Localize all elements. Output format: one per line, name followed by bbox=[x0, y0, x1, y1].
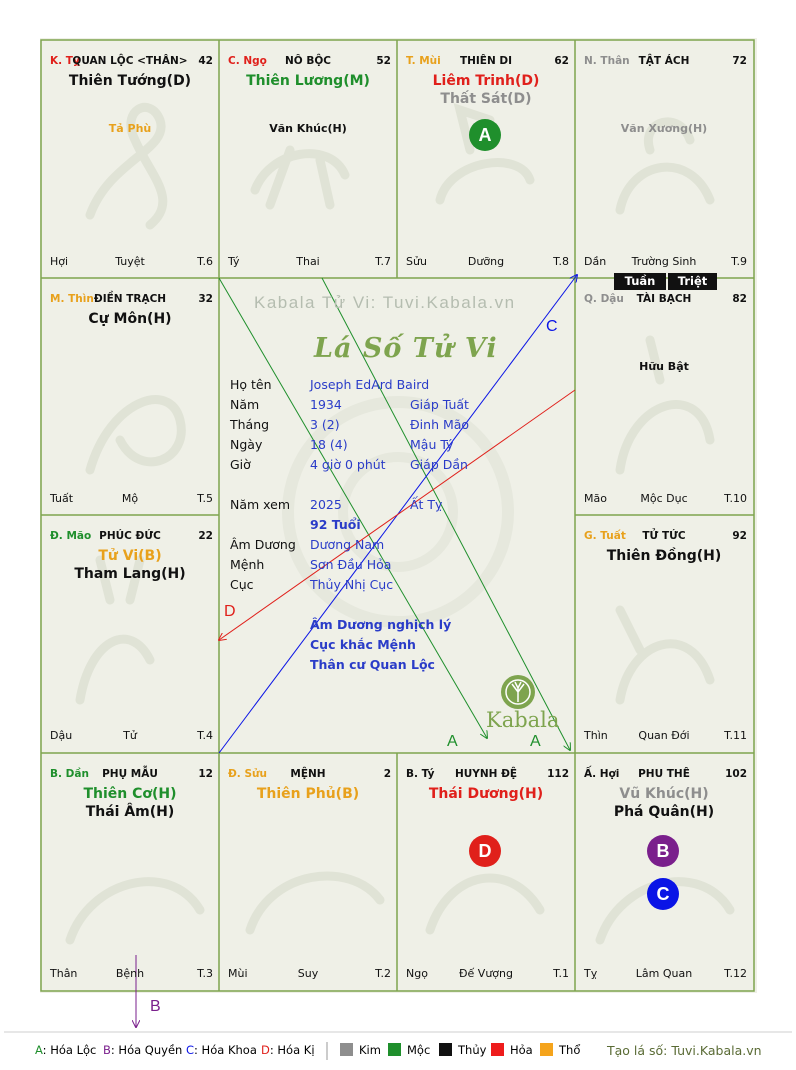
main-star: Thiên Cơ(H) bbox=[83, 786, 177, 802]
palace-footer-stage: Bệnh bbox=[115, 967, 145, 980]
palace-name: PHU THÊ bbox=[638, 768, 690, 780]
main-star: Vũ Khúc(H) bbox=[619, 786, 709, 802]
palace-code: Đ. Mão bbox=[50, 530, 92, 542]
palace-footer-stage: Trường Sinh bbox=[631, 255, 697, 268]
credit-link[interactable]: Tạo lá số: Tuvi.Kabala.vn bbox=[607, 1043, 762, 1058]
palace-cell bbox=[575, 753, 753, 990]
palace-number: 52 bbox=[376, 55, 391, 67]
palace-footer-right: T.5 bbox=[197, 492, 213, 505]
info-note: Âm Dương nghịch lý bbox=[310, 617, 452, 632]
main-star: Thái Âm(H) bbox=[85, 804, 175, 820]
palace-cell bbox=[41, 515, 219, 752]
main-star: Thiên Phủ(B) bbox=[256, 786, 360, 802]
palace-footer-right: T.7 bbox=[375, 255, 391, 268]
palace-code: K. Tỵ bbox=[50, 55, 80, 67]
info-label-view-year: Năm xem bbox=[230, 497, 291, 512]
palace-name: TẬT ÁCH bbox=[638, 55, 690, 67]
palace-footer-right: T.10 bbox=[724, 492, 747, 505]
palace-footer-stage: Tuyệt bbox=[115, 255, 145, 268]
info-value-hour-canchi: Giáp Dần bbox=[410, 457, 468, 472]
palace-footer-left: Thân bbox=[50, 967, 78, 980]
legend-code: D bbox=[261, 1043, 270, 1057]
info-label-name: Họ tên bbox=[230, 377, 272, 392]
palace-footer-left: Tỵ bbox=[584, 967, 598, 980]
palace-footer-left: Sửu bbox=[406, 255, 427, 268]
info-note: Thân cư Quan Lộc bbox=[310, 657, 435, 672]
palace-number: 2 bbox=[383, 768, 391, 780]
element-swatch bbox=[540, 1043, 553, 1056]
palace-footer-left: Mùi bbox=[228, 967, 248, 980]
palace-footer-right: T.1 bbox=[553, 967, 569, 980]
palace-code: N. Thân bbox=[584, 55, 630, 67]
palace-footer-stage: Tử bbox=[123, 729, 137, 742]
palace-code: B. Dần bbox=[50, 768, 89, 780]
palace-code: T. Mùi bbox=[406, 55, 441, 67]
info-value-menh: Sơn Đầu Hỏa bbox=[310, 557, 392, 572]
legend-code: B bbox=[103, 1043, 111, 1057]
palace-number: 72 bbox=[732, 55, 747, 67]
palace-number: 102 bbox=[725, 768, 747, 780]
palace-name: PHÚC ĐỨC bbox=[99, 530, 161, 542]
info-label-year: Năm bbox=[230, 397, 260, 412]
palace-code: M. Thìn bbox=[50, 293, 94, 305]
palace-footer-left: Thìn bbox=[584, 729, 608, 742]
palace-footer-right: T.8 bbox=[553, 255, 569, 268]
arrow-label-a: A bbox=[530, 733, 541, 750]
palace-name: QUAN LỘC <THÂN> bbox=[72, 55, 188, 67]
info-label-hour: Giờ bbox=[230, 457, 251, 472]
legend-label: : Hóa Kị bbox=[269, 1043, 315, 1057]
arrow-label-d: D bbox=[224, 603, 236, 620]
kabala-logo bbox=[501, 675, 535, 709]
palace-footer-stage: Mộc Dục bbox=[640, 492, 688, 505]
palace-footer-stage: Mộ bbox=[121, 492, 139, 505]
main-star: Liêm Trinh(D) bbox=[432, 73, 540, 89]
logo-text: Kabala bbox=[486, 708, 560, 732]
element-swatch bbox=[439, 1043, 452, 1056]
minor-star: Văn Khúc(H) bbox=[269, 122, 347, 135]
element-label: Thủy bbox=[458, 1043, 487, 1057]
palace-code: Ấ. Hợi bbox=[584, 768, 620, 780]
palace-cell bbox=[219, 753, 397, 990]
palace-code: B. Tý bbox=[406, 768, 435, 780]
arrow-label-a: A bbox=[447, 733, 458, 750]
palace-name: NÔ BỘC bbox=[284, 55, 331, 67]
hoa-ki-circle: D bbox=[469, 835, 501, 867]
palace-cell bbox=[41, 278, 219, 515]
element-label: Hỏa bbox=[510, 1043, 533, 1057]
palace-footer-left: Dần bbox=[584, 255, 607, 268]
palace-cell bbox=[219, 40, 397, 278]
palace-number: 32 bbox=[198, 293, 213, 305]
palace-footer-right: T.3 bbox=[197, 967, 213, 980]
palace-name: TÀI BẠCH bbox=[636, 293, 692, 305]
watermark: Kabala Tử Vi: Tuvi.Kabala.vn bbox=[254, 293, 516, 312]
palace-footer-right: T.4 bbox=[197, 729, 213, 742]
info-value-year-canchi: Giáp Tuất bbox=[410, 397, 469, 412]
main-star: Cự Môn(H) bbox=[88, 311, 172, 327]
info-value-year: 1934 bbox=[310, 397, 342, 412]
info-value-cuc: Thủy Nhị Cục bbox=[310, 577, 394, 592]
brand-title: Lá Số Tử Vi bbox=[314, 333, 498, 364]
arrow-label-c: C bbox=[546, 318, 558, 335]
element-swatch bbox=[340, 1043, 353, 1056]
palace-footer-right: T.9 bbox=[731, 255, 747, 268]
info-label-yinyang: Âm Dương bbox=[230, 537, 296, 552]
palace-name: THIÊN DI bbox=[459, 55, 513, 67]
palace-footer-right: T.12 bbox=[724, 967, 747, 980]
hoa-loc-circle: A bbox=[469, 119, 501, 151]
palace-footer-left: Tuất bbox=[50, 492, 74, 505]
element-label: Mộc bbox=[407, 1043, 431, 1057]
triet-badge: Triệt bbox=[668, 273, 717, 290]
palace-cell bbox=[575, 515, 753, 752]
minor-star: Tả Phù bbox=[108, 122, 152, 135]
tuan-badge: Tuần bbox=[614, 273, 666, 290]
palace-cell bbox=[41, 40, 219, 278]
minor-star: Hữu Bật bbox=[639, 360, 689, 373]
palace-code: C. Ngọ bbox=[228, 55, 267, 67]
palace-name: MỆNH bbox=[290, 768, 326, 780]
legend-label: : Hóa Quyền bbox=[110, 1043, 183, 1057]
info-value-hour: 4 giờ 0 phút bbox=[310, 457, 386, 472]
palace-footer-right: T.11 bbox=[724, 729, 747, 742]
palace-number: 42 bbox=[198, 55, 213, 67]
hoa-khoa-circle: C bbox=[647, 878, 679, 910]
palace-name: TỬ TỨC bbox=[642, 530, 686, 542]
main-star: Phá Quân(H) bbox=[613, 804, 715, 820]
palace-number: 22 bbox=[198, 530, 213, 542]
palace-number: 12 bbox=[198, 768, 213, 780]
info-value-day-canchi: Mậu Tý bbox=[410, 437, 454, 452]
element-label: Thổ bbox=[559, 1043, 581, 1057]
info-label-day: Ngày bbox=[230, 437, 263, 452]
element-swatch bbox=[388, 1043, 401, 1056]
info-label-menh: Mệnh bbox=[230, 557, 265, 572]
palace-footer-stage: Suy bbox=[297, 967, 319, 980]
palace-footer-stage: Lâm Quan bbox=[635, 967, 693, 980]
palace-number: 92 bbox=[732, 530, 747, 542]
palace-footer-stage: Thai bbox=[296, 255, 320, 268]
palace-footer-left: Dậu bbox=[50, 729, 73, 742]
info-note: Cục khắc Mệnh bbox=[310, 637, 416, 652]
main-star: Thiên Lương(M) bbox=[246, 73, 370, 89]
palace-cell bbox=[575, 40, 753, 278]
palace-code: Q. Dậu bbox=[584, 293, 624, 305]
palace-name: HUYNH ĐỆ bbox=[454, 768, 518, 780]
palace-number: 82 bbox=[732, 293, 747, 305]
info-value-name: Joseph EdArd Baird bbox=[310, 377, 430, 392]
palace-cell bbox=[41, 753, 219, 990]
palace-footer-right: T.6 bbox=[197, 255, 213, 268]
hoa-quyen-circle: B bbox=[647, 835, 679, 867]
palace-cell bbox=[575, 278, 753, 515]
element-label: Kim bbox=[359, 1043, 381, 1057]
palace-code: Đ. Sửu bbox=[228, 768, 267, 780]
palace-name: PHỤ MẪU bbox=[102, 768, 158, 780]
palace-footer-left: Tý bbox=[228, 255, 240, 268]
element-swatch bbox=[491, 1043, 504, 1056]
info-age: 92 Tuổi bbox=[310, 517, 361, 532]
palace-footer-stage: Quan Đới bbox=[638, 729, 690, 742]
main-star: Tử Vi(B) bbox=[98, 548, 162, 564]
arrow-label-b: B bbox=[150, 998, 161, 1015]
palace-footer-stage: Đế Vượng bbox=[459, 967, 513, 980]
palace-footer-left: Hợi bbox=[50, 255, 69, 268]
palace-cell bbox=[397, 753, 575, 990]
info-value-view-year-canchi: Ất Tỵ bbox=[410, 497, 443, 512]
main-star: Thái Dương(H) bbox=[428, 786, 544, 802]
palace-footer-stage: Dưỡng bbox=[467, 255, 505, 268]
legend-code: C bbox=[186, 1043, 195, 1057]
info-value-month-canchi: Đinh Mão bbox=[410, 417, 470, 432]
main-star: Tham Lang(H) bbox=[74, 566, 186, 582]
info-value-yinyang: Dương Nam bbox=[310, 537, 385, 552]
info-value-view-year: 2025 bbox=[310, 497, 342, 512]
palace-name: ĐIỀN TRẠCH bbox=[93, 293, 167, 305]
palace-number: 112 bbox=[547, 768, 569, 780]
palace-footer-left: Mão bbox=[584, 492, 607, 505]
legend-label: : Hóa Lộc bbox=[42, 1043, 97, 1057]
palace-cell bbox=[397, 40, 575, 278]
minor-star: Văn Xương(H) bbox=[620, 122, 708, 135]
info-label-month: Tháng bbox=[230, 417, 270, 432]
main-star: Thất Sát(D) bbox=[440, 91, 532, 107]
legend-label: : Hóa Khoa bbox=[194, 1043, 257, 1057]
main-star: Thiên Đồng(H) bbox=[606, 548, 722, 564]
legend-code: A bbox=[35, 1043, 43, 1057]
info-label-cuc: Cục bbox=[230, 577, 254, 592]
palace-code: G. Tuất bbox=[584, 530, 626, 542]
info-value-month: 3 (2) bbox=[310, 417, 340, 432]
info-value-day: 18 (4) bbox=[310, 437, 348, 452]
palace-number: 62 bbox=[554, 55, 569, 67]
palace-footer-right: T.2 bbox=[375, 967, 391, 980]
main-star: Thiên Tướng(D) bbox=[68, 73, 192, 89]
palace-footer-left: Ngọ bbox=[406, 967, 428, 980]
